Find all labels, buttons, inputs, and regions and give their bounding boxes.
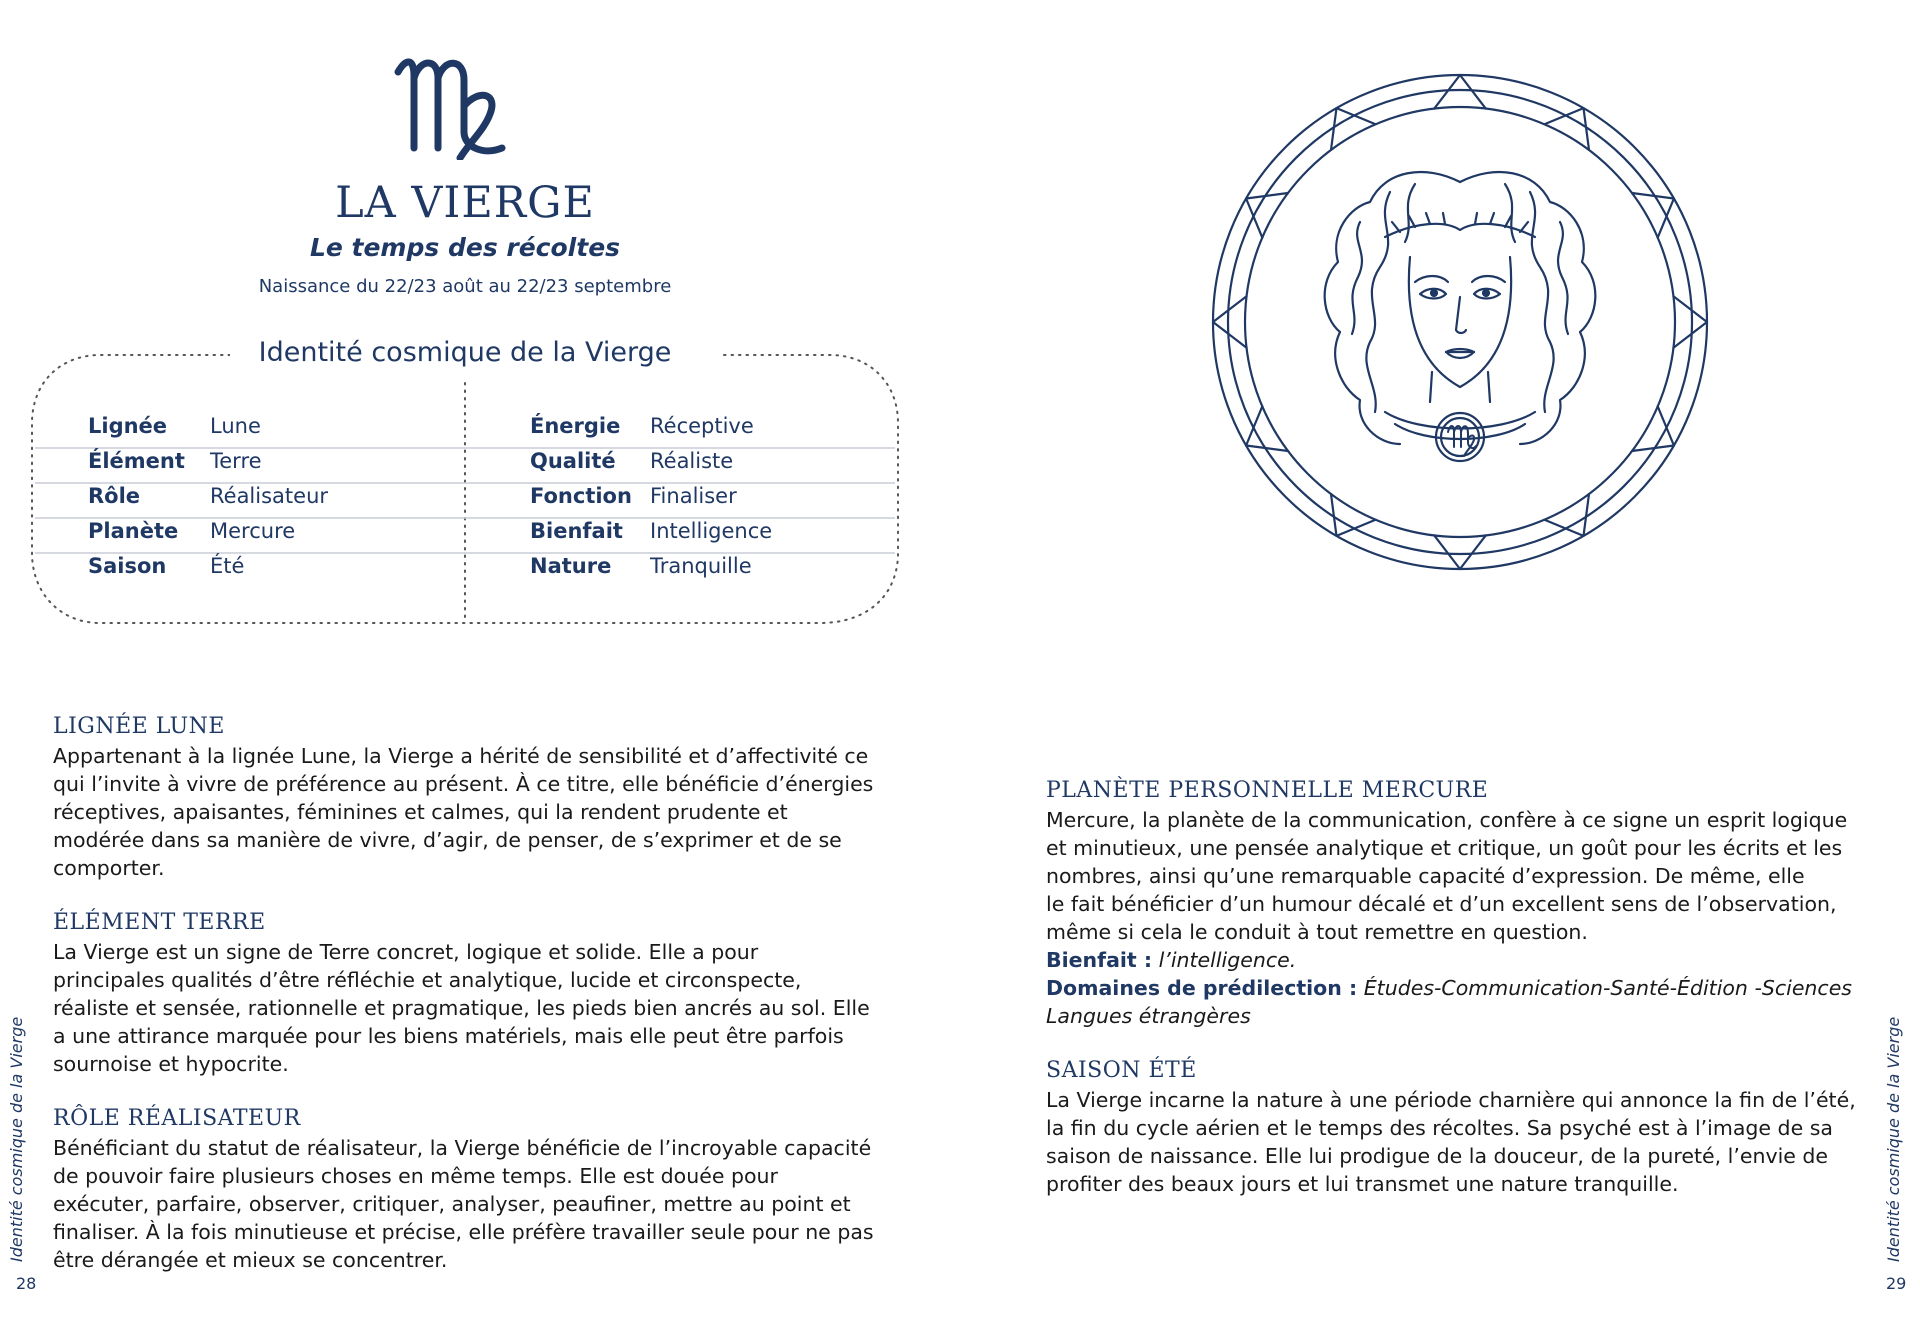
text-line: La Vierge est un signe de Terre concret, logique et solide. Elle a pour	[53, 940, 759, 964]
medallion-ray	[1331, 108, 1376, 150]
table-row-label: Saison	[88, 554, 167, 578]
table-row-label: Bienfait	[530, 519, 623, 543]
section-body-element	[53, 938, 870, 1078]
table-row-label: Fonction	[530, 484, 632, 508]
text-line: La Vierge incarne la nature à une période charnière qui annonce la fin de l’été,	[1046, 1088, 1856, 1112]
section-heading-element: ÉLÉMENT TERRE	[53, 910, 266, 935]
virgo-medallion-illustration	[1210, 72, 1710, 572]
text-line: de pouvoir faire plusieurs choses en même temps. Elle est douée pour	[53, 1164, 778, 1188]
section-heading-saison: SAISON ÉTÉ	[1046, 1058, 1197, 1083]
text-line: la fin du cycle aérien et le temps des récoltes. Sa psyché est à l’image de sa	[1046, 1116, 1833, 1140]
text-line: et minutieux, une pensée analytique et critique, un goût pour les écrits et les	[1046, 836, 1843, 860]
side-title-right: Identité cosmique de la Vierge	[1884, 1016, 1903, 1262]
table-row-label: Qualité	[530, 449, 616, 473]
identity-table-title: Identité cosmique de la Vierge	[230, 337, 700, 368]
page-title: LA VIERGE	[335, 178, 595, 228]
text-line: a une attirance marquée pour les biens matériels, mais elle peut être parfois	[53, 1024, 844, 1048]
text-line: comporter.	[53, 856, 165, 880]
medallion-ray	[1544, 108, 1589, 150]
text-line: nombres, ainsi qu’une remarquable capacité d’expression. De même, elle	[1046, 864, 1805, 888]
table-row-value: Réceptive	[650, 414, 754, 438]
text-line: modérée dans sa manière de vivre, d’agir, de penser, de s’exprimer et de se	[53, 828, 842, 852]
table-row-label: Nature	[530, 554, 612, 578]
table-row-value: Réaliste	[650, 449, 734, 473]
domaines-label: Domaines de prédilection :	[1046, 976, 1358, 1000]
table-row-value: Mercure	[210, 519, 296, 543]
domaines-line	[1046, 974, 1852, 1002]
text-line: réaliste et sensée, rationnelle et pragmatique, les pieds bien ancrés au sol. Elle	[53, 996, 870, 1020]
text-line: le fait bénéficier d’un humour décalé et d’un excellent sens de l’observation,	[1046, 892, 1837, 916]
bienfait-line	[1046, 946, 1852, 974]
page-number-left: 28	[16, 1274, 37, 1293]
text-line: principales qualités d’être réfléchie et analytique, lucide et circonspecte,	[53, 968, 802, 992]
section-body-lignee	[53, 742, 873, 882]
table-row-label: Planète	[88, 519, 179, 543]
subtitle: Le temps des récoltes	[309, 233, 621, 262]
side-running-title-left	[7, 1010, 27, 1265]
page-number-right: 29	[1886, 1274, 1907, 1293]
domaines-value-2: Langues étrangères	[1046, 1004, 1251, 1028]
table-row-value: Intelligence	[650, 519, 773, 543]
text-line: saison de naissance. Elle lui prodigue de la douceur, de la pureté, l’envie de	[1046, 1144, 1829, 1168]
medallion-ray	[1246, 193, 1288, 238]
section-heading-planete: PLANÈTE PERSONNELLE MERCURE	[1046, 778, 1489, 803]
text-line: profiter des beaux jours et lui transmet une nature tranquille.	[1046, 1172, 1679, 1196]
section-heading-lignee: LIGNÉE LUNE	[53, 714, 225, 739]
bienfait-value: l’intelligence.	[1158, 948, 1297, 972]
table-row-value: Finaliser	[650, 484, 737, 508]
section-body-role	[53, 1134, 874, 1274]
identity-table-frame	[30, 353, 900, 625]
text-line: être dérangée et mieux se concentrer.	[53, 1248, 448, 1272]
bienfait-label: Bienfait :	[1046, 948, 1153, 972]
text-line: exécuter, parfaire, observer, critiquer, analyser, peaufiner, mettre au point et	[53, 1192, 851, 1216]
section-body-saison	[1046, 1086, 1856, 1198]
text-line: sournoise et hypocrite.	[53, 1052, 289, 1076]
text-line: Appartenant à la lignée Lune, la Vierge a hérité de sensibilité et d’affectivité ce	[53, 744, 869, 768]
table-row-value: Terre	[210, 449, 262, 473]
domaines-line-2	[1046, 1002, 1852, 1030]
table-row-label: Élément	[88, 449, 185, 473]
medallion-ray	[1632, 406, 1674, 451]
table-row-label: Rôle	[88, 484, 141, 508]
table-row-value: Réalisateur	[210, 484, 329, 508]
text-line: qui l’invite à vivre de préférence au présent. À ce titre, elle bénéficie d’énergies	[53, 772, 874, 796]
table-row-label: Lignée	[88, 414, 168, 438]
table-row-value: Été	[210, 554, 245, 578]
medallion-ray	[1544, 494, 1589, 536]
text-line: Bénéficiant du statut de réalisateur, la Vierge bénéficie de l’incroyable capacité	[53, 1136, 872, 1160]
medallion-ray	[1331, 494, 1376, 536]
text-line: finaliser. À la fois minutieuse et précise, elle préfère travailler seule pour ne pas	[53, 1220, 874, 1244]
section-heading-role: RÔLE RÉALISATEUR	[53, 1106, 301, 1131]
section-body-planete	[1046, 806, 1852, 1030]
table-row-value: Lune	[210, 414, 261, 438]
virgo-glyph-icon	[390, 48, 540, 160]
side-running-title-right	[1884, 1010, 1904, 1265]
table-row-label: Énergie	[530, 414, 621, 438]
side-title-left: Identité cosmique de la Vierge	[7, 1016, 26, 1262]
birth-dates: Naissance du 22/23 août au 22/23 septembre	[258, 276, 672, 297]
domaines-value: Études-Communication-Santé-Édition -Sciences	[1363, 976, 1852, 1000]
medallion-ray	[1246, 406, 1288, 451]
text-line: Mercure, la planète de la communication, confère à ce signe un esprit logique	[1046, 808, 1848, 832]
medallion-ray	[1632, 193, 1674, 238]
text-line: réceptives, apaisantes, féminines et calmes, qui la rendent prudente et	[53, 800, 788, 824]
text-line: même si cela le conduit à tout remettre en question.	[1046, 920, 1588, 944]
table-row-value: Tranquille	[650, 554, 752, 578]
